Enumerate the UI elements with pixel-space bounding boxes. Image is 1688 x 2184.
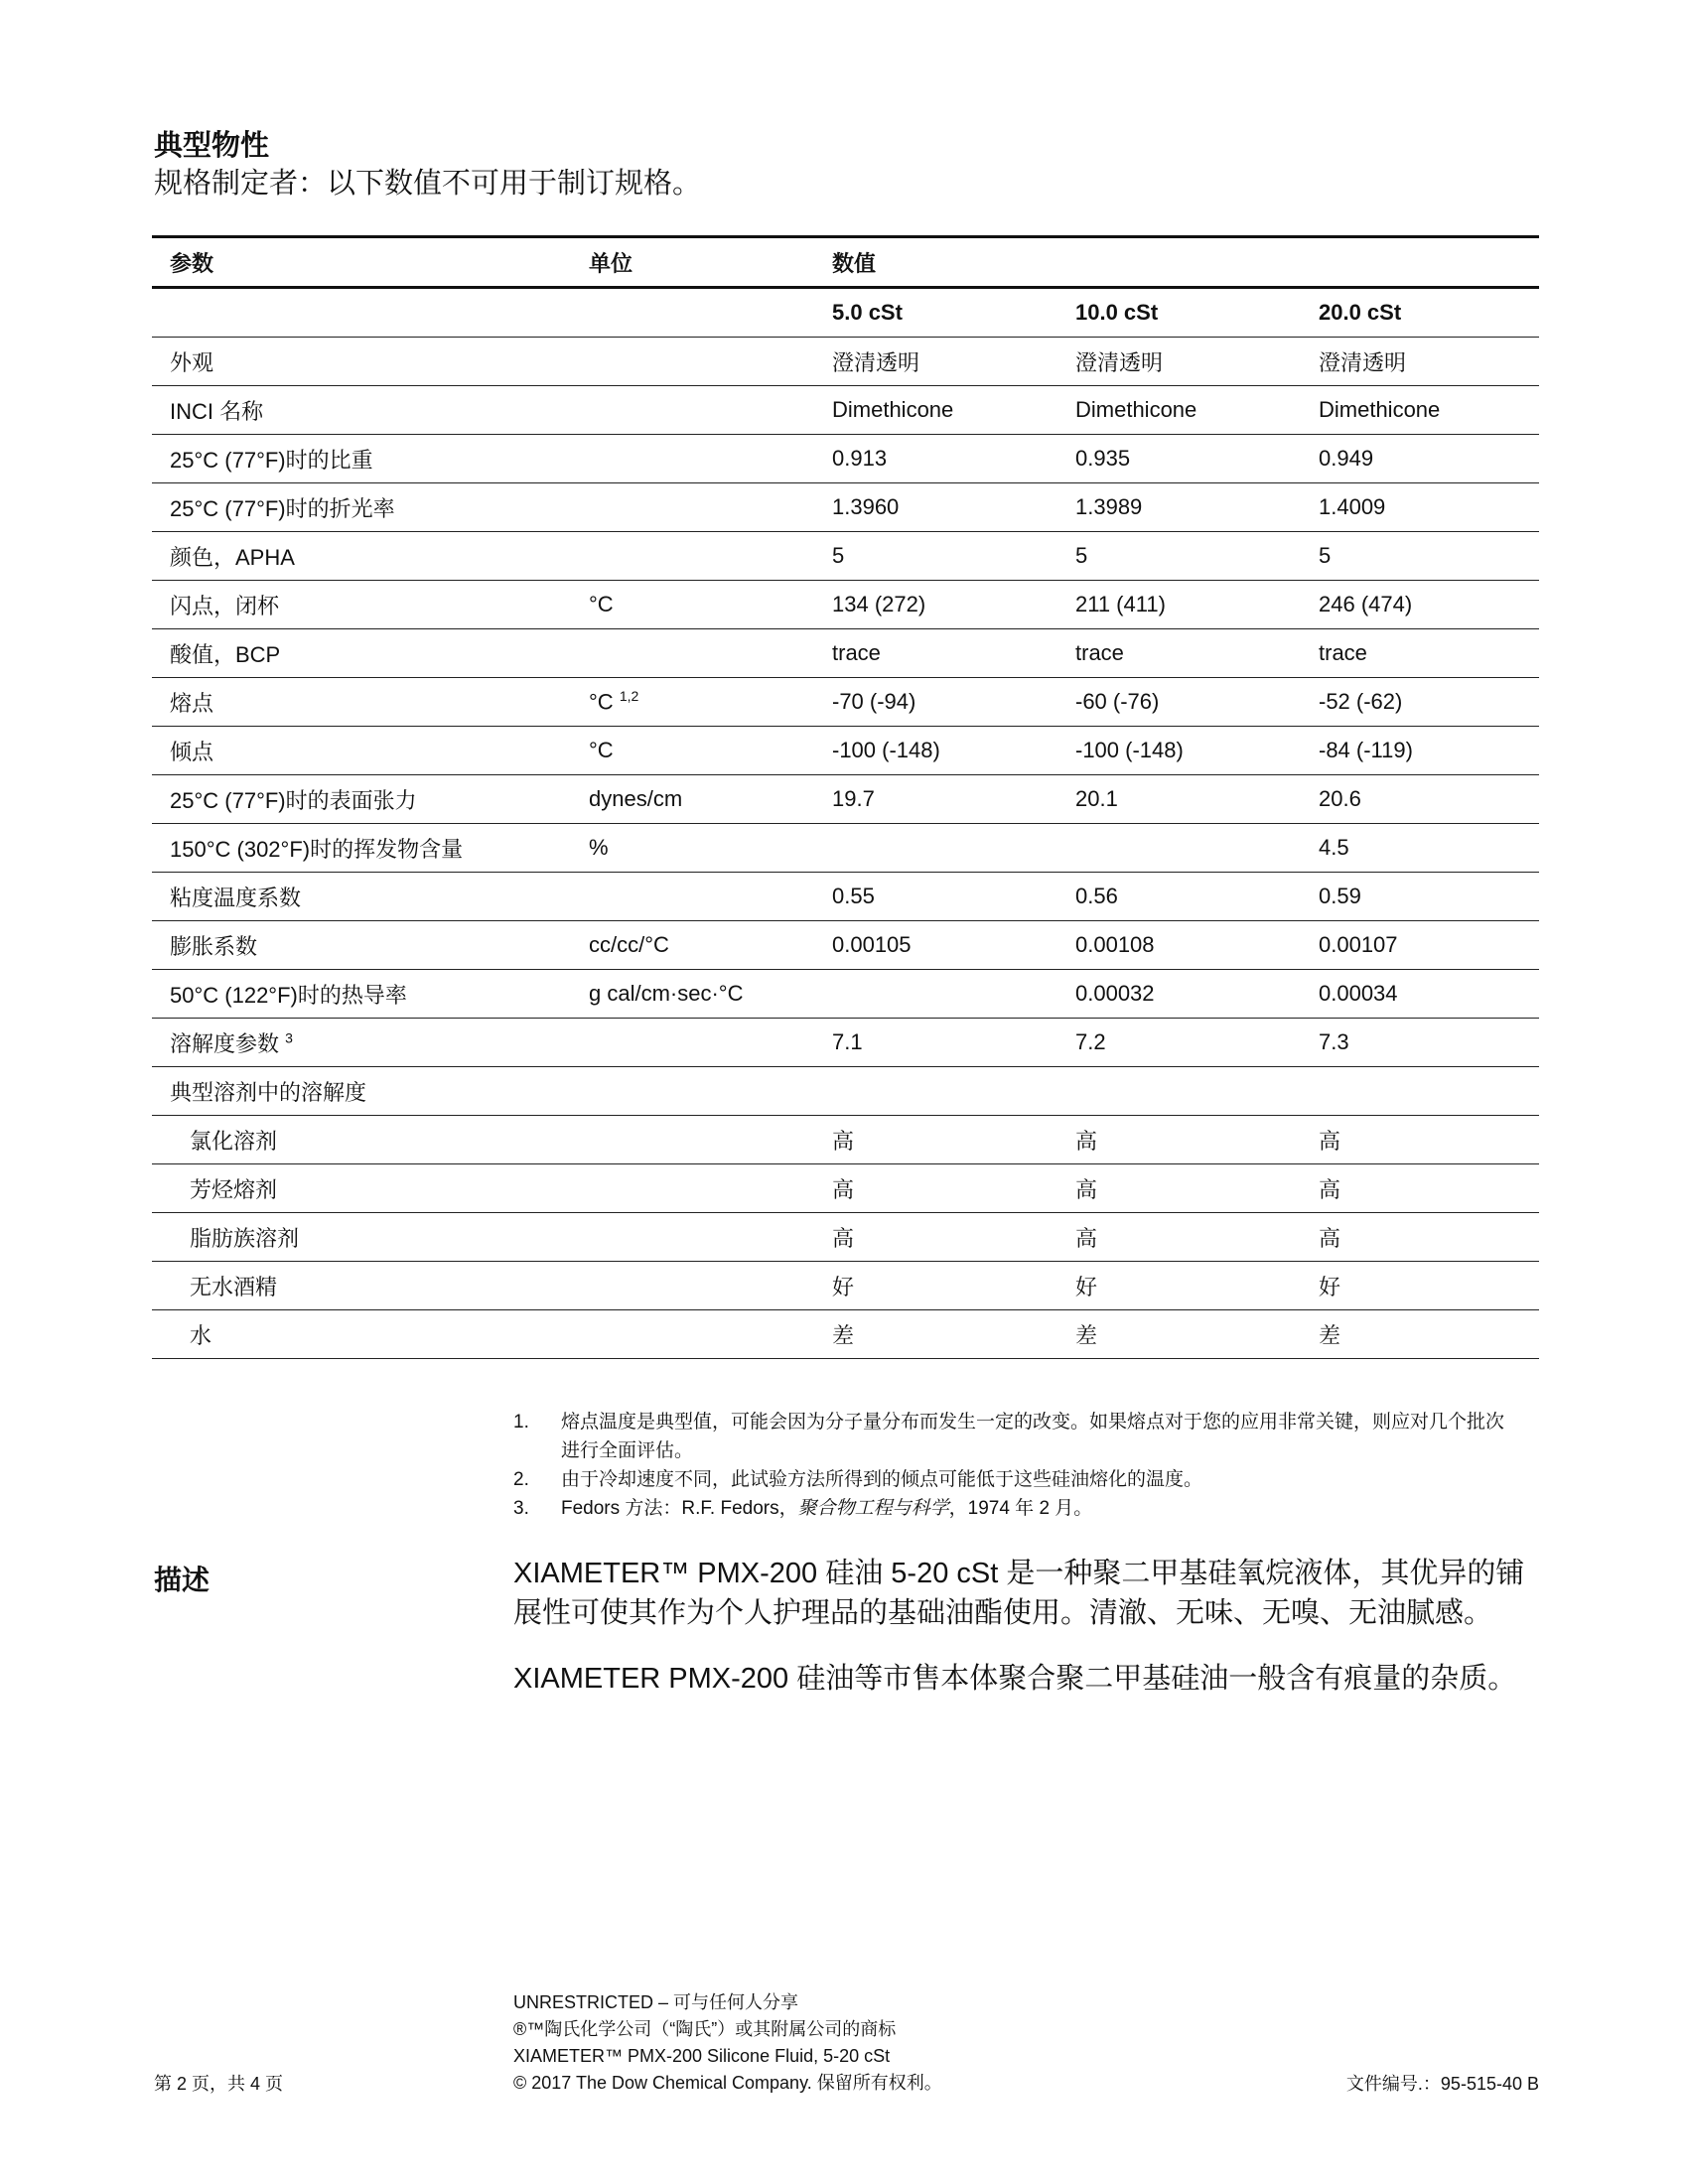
unit-cell bbox=[571, 581, 814, 629]
value-cell: 19.7 bbox=[814, 775, 1057, 824]
param-label: 水 bbox=[190, 1322, 212, 1348]
param-label: 溶解度参数 bbox=[170, 1030, 280, 1056]
unit-cell bbox=[571, 1019, 814, 1067]
footer-line: ®™陶氏化学公司（“陶氏”）或其附属公司的商标 bbox=[513, 2019, 897, 2039]
table-row bbox=[152, 435, 1539, 483]
description bbox=[513, 1554, 1526, 1724]
value-cell: 0.949 bbox=[1301, 435, 1539, 483]
value-cell: 0.935 bbox=[1057, 435, 1301, 483]
value-cell: 差 bbox=[1057, 1310, 1301, 1359]
value-cell: 0.00034 bbox=[1301, 970, 1539, 1019]
param-cell bbox=[152, 483, 571, 532]
value-cell: 7.3 bbox=[1301, 1019, 1539, 1067]
table-row bbox=[152, 386, 1539, 435]
table-row bbox=[152, 921, 1539, 970]
description-paragraph: XIAMETER™ PMX-200 硅油 5-20 cSt 是一种聚二甲基硅氧烷液体，其优异的铺展性可使其作为个人护理品的基础油酯使用。清澈、无味、无嗅、无油腻感。 bbox=[513, 1558, 1525, 1629]
value-cell bbox=[814, 1067, 1057, 1116]
unit-cell bbox=[571, 1164, 814, 1213]
value-cell: 高 bbox=[1057, 1213, 1301, 1262]
value-cell: 好 bbox=[1057, 1262, 1301, 1310]
param-cell bbox=[152, 435, 571, 483]
value-cell: -52 (-62) bbox=[1301, 678, 1539, 727]
footer-line: © 2017 The Dow Chemical Company. 保留所有权利。 bbox=[513, 2073, 942, 2093]
unit-label: % bbox=[589, 835, 609, 860]
param-cell bbox=[152, 921, 571, 970]
param-label: 150°C (302°F)时的挥发物含量 bbox=[170, 836, 464, 862]
param-cell bbox=[152, 873, 571, 921]
footnote-ref: 3 bbox=[285, 1029, 293, 1046]
param-cell bbox=[152, 629, 571, 678]
value-cell: 0.00032 bbox=[1057, 970, 1301, 1019]
param-label: 25°C (77°F)时的表面张力 bbox=[170, 787, 417, 813]
value-cell: 20.1 bbox=[1057, 775, 1301, 824]
param-cell bbox=[152, 1164, 571, 1213]
table-row bbox=[152, 1310, 1539, 1359]
description-paragraph: XIAMETER PMX-200 硅油等市售本体聚合聚二甲基硅油一般含有痕量的杂质。 bbox=[513, 1663, 1517, 1695]
footnote-text: 熔点温度是典型值，可能会因为分子量分布而发生一定的改变。如果熔点对于您的应用非常关键，则应对几个批次进行全面评估。 bbox=[561, 1412, 1505, 1461]
header-value: 数值 bbox=[814, 237, 1539, 288]
value-cell: 20.6 bbox=[1301, 775, 1539, 824]
unit-cell bbox=[571, 921, 814, 970]
table-row bbox=[152, 1067, 1539, 1116]
grade-label: 5.0 cSt bbox=[814, 288, 1057, 338]
table-row bbox=[152, 338, 1539, 386]
table-row bbox=[152, 970, 1539, 1019]
value-cell bbox=[1057, 1067, 1301, 1116]
param-cell bbox=[152, 824, 571, 873]
value-cell: 211 (411) bbox=[1057, 581, 1301, 629]
value-cell: 高 bbox=[814, 1164, 1057, 1213]
value-cell: 5 bbox=[814, 532, 1057, 581]
param-cell bbox=[152, 1116, 571, 1164]
param-cell bbox=[152, 970, 571, 1019]
value-cell: 1.3960 bbox=[814, 483, 1057, 532]
footer bbox=[513, 1989, 942, 2097]
unit-cell bbox=[571, 775, 814, 824]
param-label: 脂肪族溶剂 bbox=[190, 1225, 300, 1251]
unit-cell bbox=[571, 1067, 814, 1116]
value-cell: 0.59 bbox=[1301, 873, 1539, 921]
grade-label: 10.0 cSt bbox=[1057, 288, 1301, 338]
value-cell bbox=[1057, 824, 1301, 873]
footer-line: XIAMETER™ PMX-200 Silicone Fluid, 5-20 cSt bbox=[513, 2046, 891, 2066]
value-cell: 0.913 bbox=[814, 435, 1057, 483]
footnote-text bbox=[561, 1494, 1092, 1523]
value-cell bbox=[1301, 1067, 1539, 1116]
footnote-number: 3. bbox=[513, 1498, 529, 1519]
grade-row bbox=[152, 288, 1539, 338]
unit-label: °C bbox=[589, 592, 614, 616]
header-param: 参数 bbox=[152, 237, 571, 288]
description-label: 描述 bbox=[154, 1565, 211, 1595]
param-cell bbox=[152, 386, 571, 435]
table-row bbox=[152, 775, 1539, 824]
value-cell: 高 bbox=[1301, 1213, 1539, 1262]
section-title: 典型物性 bbox=[154, 130, 270, 162]
value-cell: 1.4009 bbox=[1301, 483, 1539, 532]
table-row bbox=[152, 1262, 1539, 1310]
param-label: 粘度温度系数 bbox=[170, 885, 302, 910]
value-cell: 5 bbox=[1301, 532, 1539, 581]
value-cell: 好 bbox=[814, 1262, 1057, 1310]
value-cell: 0.00107 bbox=[1301, 921, 1539, 970]
footnote bbox=[513, 1465, 1516, 1494]
value-cell: 246 (474) bbox=[1301, 581, 1539, 629]
param-label: 倾点 bbox=[170, 739, 214, 764]
param-label: 无水酒精 bbox=[190, 1274, 278, 1299]
value-cell: Dimethicone bbox=[814, 386, 1057, 435]
table-row bbox=[152, 727, 1539, 775]
table-row bbox=[152, 873, 1539, 921]
unit-cell bbox=[571, 483, 814, 532]
param-cell bbox=[152, 678, 571, 727]
unit-cell bbox=[571, 386, 814, 435]
value-cell: 7.2 bbox=[1057, 1019, 1301, 1067]
unit-label: °C bbox=[589, 738, 614, 762]
footnote-number: 1. bbox=[513, 1412, 529, 1433]
param-cell bbox=[152, 727, 571, 775]
unit-label: °C bbox=[589, 689, 614, 715]
footnote-text-after: ，1974 年 2 月。 bbox=[948, 1498, 1093, 1519]
unit-cell bbox=[571, 824, 814, 873]
footnote-text-before: Fedors 方法：R.F. Fedors， bbox=[561, 1498, 798, 1519]
value-cell: 0.55 bbox=[814, 873, 1057, 921]
value-cell: Dimethicone bbox=[1301, 386, 1539, 435]
header-unit: 单位 bbox=[571, 237, 814, 288]
param-cell bbox=[152, 1067, 571, 1116]
value-cell: 1.3989 bbox=[1057, 483, 1301, 532]
param-label: 典型溶剂中的溶解度 bbox=[170, 1079, 367, 1105]
footnote-text: 由于冷却速度不同，此试验方法所得到的倾点可能低于这些硅油熔化的温度。 bbox=[561, 1469, 1203, 1490]
value-cell: 134 (272) bbox=[814, 581, 1057, 629]
param-label: 芳烃熔剂 bbox=[190, 1176, 278, 1202]
param-label: 50°C (122°F)时的热导率 bbox=[170, 982, 407, 1008]
footnote bbox=[513, 1408, 1516, 1465]
value-cell: 高 bbox=[814, 1116, 1057, 1164]
value-cell: 差 bbox=[1301, 1310, 1539, 1359]
footer-line: UNRESTRICTED – 可与任何人分享 bbox=[513, 1992, 799, 2012]
document-number: 文件编号.：95-515-40 B bbox=[1345, 2074, 1539, 2094]
value-cell: Dimethicone bbox=[1057, 386, 1301, 435]
param-label: 膨胀系数 bbox=[170, 933, 258, 959]
unit-label: g cal/cm·sec·°C bbox=[589, 981, 744, 1006]
param-label: 25°C (77°F)时的比重 bbox=[170, 447, 373, 473]
footnote-journal-title: 聚合物工程与科学 bbox=[797, 1498, 949, 1519]
value-cell: -60 (-76) bbox=[1057, 678, 1301, 727]
value-cell: 高 bbox=[814, 1213, 1057, 1262]
unit-cell bbox=[571, 970, 814, 1019]
value-cell: -84 (-119) bbox=[1301, 727, 1539, 775]
value-cell: 高 bbox=[1057, 1164, 1301, 1213]
param-label: 闪点，闭杯 bbox=[170, 593, 280, 618]
table-row bbox=[152, 483, 1539, 532]
footnotes bbox=[513, 1408, 1516, 1523]
footnote bbox=[513, 1494, 1516, 1523]
footnote-ref: 1,2 bbox=[619, 688, 639, 705]
value-cell: -100 (-148) bbox=[1057, 727, 1301, 775]
value-cell: 0.00105 bbox=[814, 921, 1057, 970]
table-header-row bbox=[152, 237, 1539, 288]
footnote-number: 2. bbox=[513, 1469, 529, 1490]
unit-cell bbox=[571, 678, 814, 727]
param-label: 熔点 bbox=[170, 690, 214, 716]
section-note: 规格制定者：以下数值不可用于制订规格。 bbox=[154, 168, 702, 200]
table-row bbox=[152, 824, 1539, 873]
unit-label: dynes/cm bbox=[589, 786, 683, 811]
param-label: 酸值，BCP bbox=[170, 641, 281, 667]
param-label: 颜色，APHA bbox=[170, 544, 295, 570]
properties-table bbox=[152, 235, 1539, 1359]
value-cell: 高 bbox=[1301, 1116, 1539, 1164]
value-cell: 好 bbox=[1301, 1262, 1539, 1310]
value-cell bbox=[814, 824, 1057, 873]
param-cell bbox=[152, 581, 571, 629]
value-cell bbox=[814, 970, 1057, 1019]
value-cell: 4.5 bbox=[1301, 824, 1539, 873]
unit-cell bbox=[571, 338, 814, 386]
param-label: 氯化溶剂 bbox=[190, 1128, 278, 1154]
value-cell: 澄清透明 bbox=[1057, 338, 1301, 386]
table-row bbox=[152, 1213, 1539, 1262]
value-cell: -70 (-94) bbox=[814, 678, 1057, 727]
param-label: INCI 名称 bbox=[170, 398, 264, 424]
table-row bbox=[152, 532, 1539, 581]
unit-cell bbox=[571, 1213, 814, 1262]
value-cell: trace bbox=[1057, 629, 1301, 678]
table-row bbox=[152, 678, 1539, 727]
unit-cell bbox=[571, 873, 814, 921]
value-cell: trace bbox=[1301, 629, 1539, 678]
unit-cell bbox=[571, 1116, 814, 1164]
param-cell bbox=[152, 775, 571, 824]
unit-cell bbox=[571, 532, 814, 581]
param-cell bbox=[152, 1213, 571, 1262]
value-cell: 差 bbox=[814, 1310, 1057, 1359]
table-row bbox=[152, 629, 1539, 678]
param-label: 25°C (77°F)时的折光率 bbox=[170, 495, 395, 521]
value-cell: -100 (-148) bbox=[814, 727, 1057, 775]
param-label: 外观 bbox=[170, 349, 214, 375]
value-cell: 0.56 bbox=[1057, 873, 1301, 921]
param-cell bbox=[152, 1310, 571, 1359]
param-cell bbox=[152, 1262, 571, 1310]
value-cell: 澄清透明 bbox=[814, 338, 1057, 386]
unit-label: cc/cc/°C bbox=[589, 932, 669, 957]
unit-cell bbox=[571, 727, 814, 775]
param-cell bbox=[152, 338, 571, 386]
table-row bbox=[152, 1164, 1539, 1213]
grade-label: 20.0 cSt bbox=[1301, 288, 1539, 338]
value-cell: 澄清透明 bbox=[1301, 338, 1539, 386]
unit-cell bbox=[571, 1310, 814, 1359]
page-number: 第 2 页，共 4 页 bbox=[154, 2074, 284, 2094]
unit-cell bbox=[571, 629, 814, 678]
table-row bbox=[152, 581, 1539, 629]
value-cell: 5 bbox=[1057, 532, 1301, 581]
value-cell: 7.1 bbox=[814, 1019, 1057, 1067]
value-cell: 高 bbox=[1057, 1116, 1301, 1164]
param-cell bbox=[152, 532, 571, 581]
table-row bbox=[152, 1116, 1539, 1164]
param-cell bbox=[152, 1019, 571, 1067]
value-cell: 高 bbox=[1301, 1164, 1539, 1213]
unit-cell bbox=[571, 435, 814, 483]
unit-cell bbox=[571, 1262, 814, 1310]
value-cell: trace bbox=[814, 629, 1057, 678]
value-cell: 0.00108 bbox=[1057, 921, 1301, 970]
table-row bbox=[152, 1019, 1539, 1067]
